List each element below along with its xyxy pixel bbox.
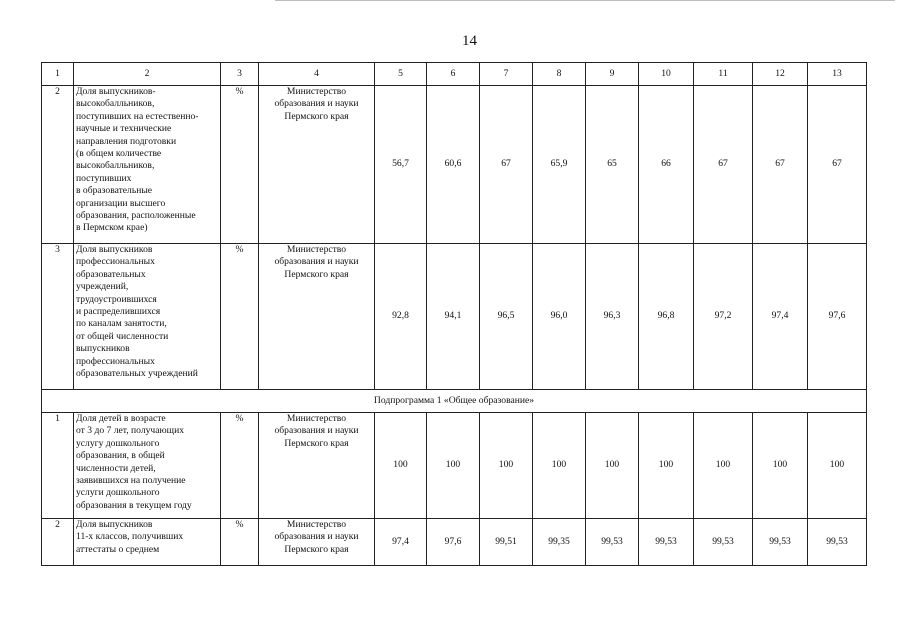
value-cell: 99,35 <box>533 519 586 566</box>
value-cell: 94,1 <box>427 244 480 390</box>
table-row <box>42 244 867 390</box>
description-line: от 3 до 7 лет, получающих <box>76 425 184 437</box>
responsible-organization <box>259 244 375 390</box>
description-line: выпускников <box>76 343 130 355</box>
description-line: (в общем количестве <box>76 148 162 160</box>
value-cell: 99,53 <box>639 519 694 566</box>
value-cell: 60,6 <box>427 86 480 244</box>
description-line: образовательных учреждений <box>76 368 198 380</box>
column-header: 2 <box>74 63 221 86</box>
value-cell: 96,8 <box>639 244 694 390</box>
column-header: 7 <box>480 63 533 86</box>
value-cell: 100 <box>694 413 753 519</box>
value-cell: 100 <box>427 413 480 519</box>
top-edge-line <box>275 0 895 1</box>
column-header: 11 <box>694 63 753 86</box>
value-cell: 99,53 <box>753 519 808 566</box>
description-line: образовательных <box>76 268 146 280</box>
value-cell: 100 <box>375 413 427 519</box>
description-line: научные и технические <box>76 123 172 135</box>
description-line: Доля выпускников <box>76 244 153 255</box>
column-header: 9 <box>586 63 639 86</box>
description-line: Доля выпускников- <box>76 86 156 97</box>
value-cell: 100 <box>753 413 808 519</box>
value-cell: 97,4 <box>375 519 427 566</box>
description-line: учреждений, <box>76 281 129 293</box>
organization-line: Министерство <box>286 86 347 97</box>
indicator-description <box>74 519 221 566</box>
unit: % <box>221 86 259 244</box>
description-line: направления подготовки <box>76 135 177 147</box>
value-cell: 100 <box>639 413 694 519</box>
description-line: образования в текущем году <box>76 499 192 511</box>
organization-line: Министерство <box>286 244 347 255</box>
value-cell: 92,8 <box>375 244 427 390</box>
description-line: поступивших <box>76 172 132 184</box>
organization-line: Министерство <box>286 413 347 424</box>
value-cell: 67 <box>480 86 533 244</box>
value-cell: 97,6 <box>427 519 480 566</box>
description-line: организации высшего <box>76 197 166 209</box>
organization-line: образования и науки <box>274 256 359 268</box>
responsible-organization <box>259 86 375 244</box>
value-cell: 96,3 <box>586 244 639 390</box>
description-line: Доля детей в возрасте <box>76 413 166 424</box>
value-cell: 67 <box>753 86 808 244</box>
description-line: аттестаты о среднем <box>76 543 160 555</box>
description-line: высокобалльников, <box>76 160 155 172</box>
description-line: образования, расположенные <box>76 210 196 222</box>
row-number: 1 <box>42 413 74 519</box>
value-cell: 100 <box>480 413 533 519</box>
value-cell: 56,7 <box>375 86 427 244</box>
responsible-organization <box>259 413 375 519</box>
description-line: профессиональных <box>76 355 155 367</box>
organization-line: образования и науки <box>274 425 359 437</box>
indicator-description <box>74 86 221 244</box>
column-header: 1 <box>42 63 74 86</box>
unit: % <box>221 244 259 390</box>
organization-line: Министерство <box>286 519 347 530</box>
table-row <box>42 519 867 566</box>
description-line: по каналам занятости, <box>76 318 167 330</box>
column-header: 8 <box>533 63 586 86</box>
column-header: 10 <box>639 63 694 86</box>
unit: % <box>221 519 259 566</box>
description-line: услуги дошкольного <box>76 487 160 499</box>
row-number: 2 <box>42 519 74 566</box>
description-line: от общей численности <box>76 330 169 342</box>
value-cell: 65 <box>586 86 639 244</box>
responsible-organization <box>259 519 375 566</box>
value-cell: 100 <box>533 413 586 519</box>
description-line: и распределившихся <box>76 306 161 318</box>
description-line: численности детей, <box>76 462 156 474</box>
value-cell: 99,53 <box>808 519 867 566</box>
value-cell: 96,0 <box>533 244 586 390</box>
description-line: поступивших на естественно- <box>76 110 199 122</box>
indicator-description <box>74 413 221 519</box>
column-header: 6 <box>427 63 480 86</box>
row-number: 2 <box>42 86 74 244</box>
value-cell: 100 <box>586 413 639 519</box>
description-line: заявившихся на получение <box>76 475 186 487</box>
organization-line: Пермского края <box>284 268 349 280</box>
value-cell: 97,6 <box>808 244 867 390</box>
organization-line: Пермского края <box>284 110 349 122</box>
organization-line: Пермского края <box>284 543 349 555</box>
column-header-row <box>42 63 867 86</box>
value-cell: 67 <box>808 86 867 244</box>
value-cell: 65,9 <box>533 86 586 244</box>
subprogram-heading: Подпрограмма 1 «Общее образование» <box>42 390 867 413</box>
indicators-table <box>41 62 867 566</box>
description-line: 11-х классов, получивших <box>76 531 184 543</box>
column-header: 5 <box>375 63 427 86</box>
value-cell: 99,51 <box>480 519 533 566</box>
column-header: 3 <box>221 63 259 86</box>
value-cell: 67 <box>694 86 753 244</box>
description-line: профессиональных <box>76 256 155 268</box>
value-cell: 99,53 <box>586 519 639 566</box>
value-cell: 66 <box>639 86 694 244</box>
value-cell: 97,2 <box>694 244 753 390</box>
row-number: 3 <box>42 244 74 390</box>
table-row <box>42 86 867 244</box>
organization-line: образования и науки <box>274 98 359 110</box>
description-line: трудоустроившихся <box>76 293 157 305</box>
organization-line: Пермского края <box>284 437 349 449</box>
description-line: образования, в общей <box>76 450 165 462</box>
description-line: в Пермском крае) <box>76 222 148 234</box>
column-header: 4 <box>259 63 375 86</box>
column-header: 12 <box>753 63 808 86</box>
unit: % <box>221 413 259 519</box>
subprogram-row <box>42 390 867 413</box>
value-cell: 97,4 <box>753 244 808 390</box>
description-line: Доля выпускников <box>76 519 153 530</box>
value-cell: 100 <box>808 413 867 519</box>
page-number: 14 <box>462 33 477 49</box>
table-row <box>42 413 867 519</box>
column-header: 13 <box>808 63 867 86</box>
description-line: высокобалльников, <box>76 98 155 110</box>
value-cell: 99,53 <box>694 519 753 566</box>
indicator-description <box>74 244 221 390</box>
organization-line: образования и науки <box>274 531 359 543</box>
value-cell: 96,5 <box>480 244 533 390</box>
description-line: услугу дошкольного <box>76 437 160 449</box>
description-line: в образовательные <box>76 185 153 197</box>
